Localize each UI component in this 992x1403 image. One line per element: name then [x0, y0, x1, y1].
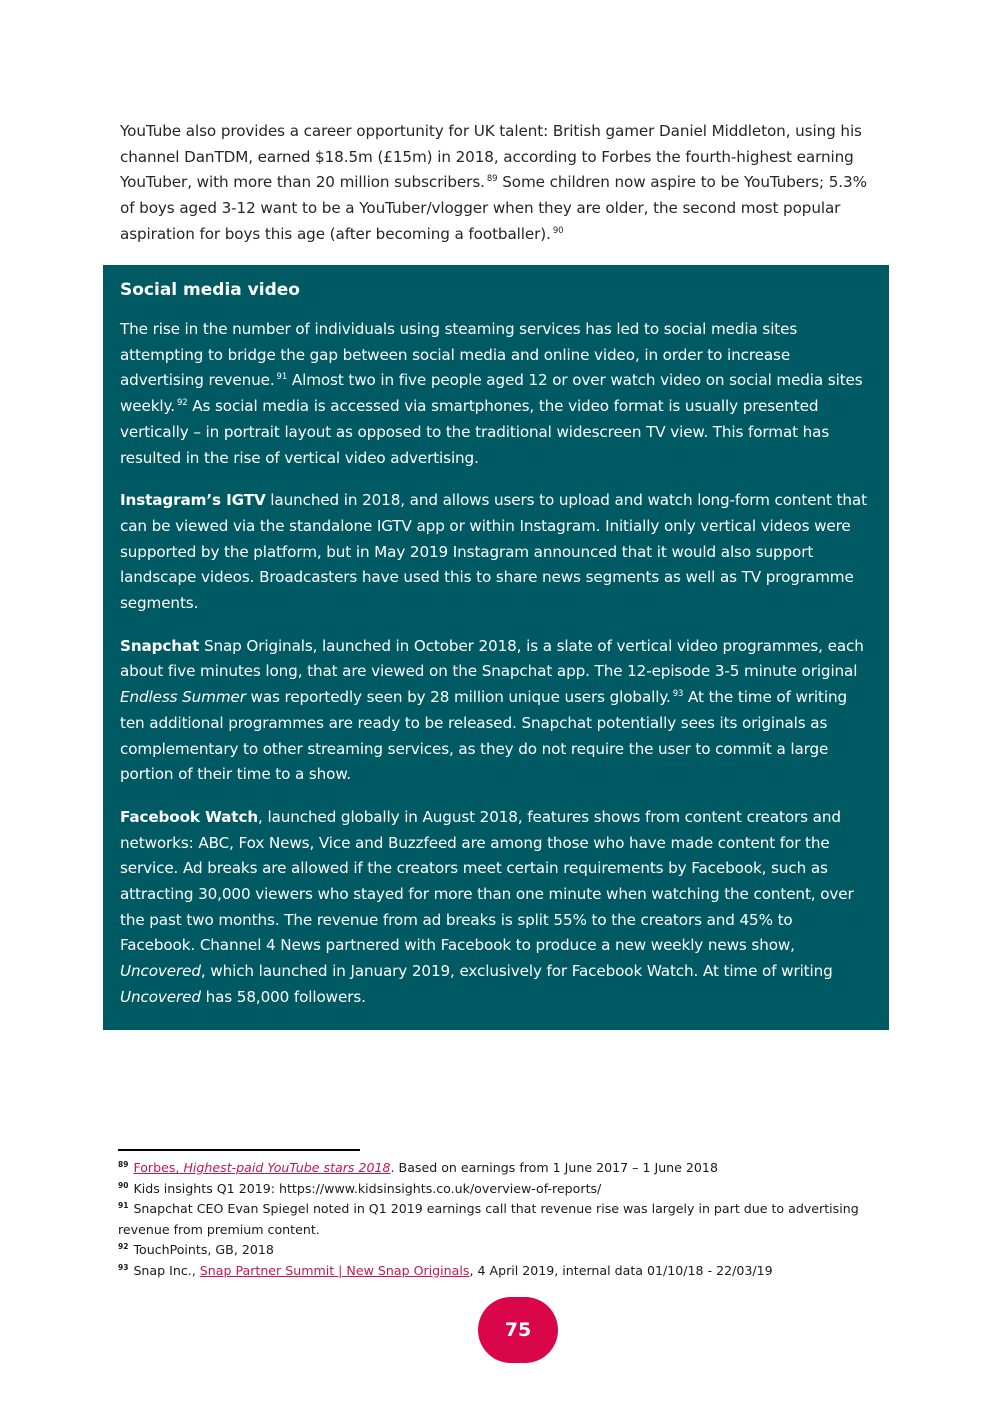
- box-title: Social media video: [120, 280, 300, 300]
- footnotes: [118, 1158, 878, 1281]
- footnote-item: $^{90}$ Kids insights Q1 2019: https://www.kidsinsights.co.uk/overview-of-reports/: [118, 1180, 602, 1196]
- footnote-link[interactable]: Snap Partner Summit | New Snap Originals: [199, 1262, 470, 1278]
- footnote-ref[interactable]: 89: [486, 174, 498, 185]
- footnote-item: $^{93}$ Snap Inc., Snap Partner Summit | New Snap Originals, 4 April 2019, internal data 01/10/18 - 22/03/19: [118, 1262, 773, 1278]
- box-paragraph-facebook: Facebook Watch, launched globally in August 2018, features shows from content creators and networks: ABC, Fox News, Vice and Buzzfeed are among those who have made content for the service. Ad breaks are allowed if the creators meet certain requirements by Facebook, such as attracting 30,000 viewers who stayed for more than one minute when watching the content, over the past two months. The revenue from ad breaks is split 55% to the creators and 45% to Facebook. Channel 4 News partnered with Facebook to produce a new weekly news show, Uncovered, which launched in January 2019, exclusively for Facebook Watch. At time of writing Uncovered has 58,000 followers.: [120, 807, 854, 1006]
- footnote-ref[interactable]: 90: [552, 225, 564, 236]
- social-media-video-box: [103, 265, 889, 1030]
- footnote-ref[interactable]: 91: [276, 372, 288, 383]
- footnote-item: $^{91}$ Snapchat CEO Evan Spiegel noted in Q1 2019 earnings call that revenue rise was largely in part due to advertising revenue from premium content.: [118, 1201, 859, 1237]
- box-paragraph-igtv: Instagram’s IGTV launched in 2018, and allows users to upload and watch long-form content that can be viewed via the standalone IGTV app or within Instagram. Initially only vertical videos were supported by the platform, but in May 2019 Instagram announced that it would also support landscape videos. Broadcasters have used this to share news segments as well as TV programme segments.: [120, 491, 867, 613]
- footnote-ref[interactable]: 93: [672, 689, 684, 700]
- footnote-item: $^{89}$ Forbes, Highest-paid YouTube stars 2018. Based on earnings from 1 June 2017 – 1 June 2018: [118, 1160, 718, 1175]
- footnote-divider: [118, 1149, 360, 1151]
- box-paragraph-intro: The rise in the number of individuals using steaming services has led to social media sites attempting to bridge the gap between social media and online video, in order to increase advertising revenue. $^{91}$ Almost two in five people aged 12 or over watch video on social media sites weekly. $^{92}$ As social media is accessed via smartphones, the video format is usually presented vertically – in portrait layout as opposed to the traditional widescreen TV view. This format has resulted in the rise of vertical video advertising.: [120, 320, 863, 467]
- footnote-item: $^{92}$ TouchPoints, GB, 2018: [118, 1242, 274, 1257]
- footnote-link[interactable]: Forbes, Highest-paid YouTube stars 2018: [133, 1160, 391, 1175]
- box-paragraph-snapchat: Snapchat Snap Originals, launched in October 2018, is a slate of vertical video programmes, each about five minutes long, that are viewed on the Snapchat app. The 12-episode 3-5 minute original Endless Summer was reportedly seen by 28 million unique users globally. $^{93}$ At the time of writing ten additional programmes are ready to be released. Snapchat potentially sees its originals as complementary to other streaming services, as they do not require the user to commit a large portion of their time to a show.: [120, 636, 864, 784]
- footnote-ref[interactable]: 92: [176, 398, 188, 409]
- intro-paragraph: YouTube also provides a career opportunity for UK talent: British gamer Daniel Middleton, using his channel DanTDM, earned $18.5m (£15m) in 2018, according to Forbes the fourth-highest earning YouTuber, with more than 20 million subscribers. $^{89}$ Some children now aspire to be YouTubers; 5.3% of boys aged 3-12 want to be a YouTuber/vlogger when they are older, the second most popular aspiration for boys this age (after becoming a footballer). $^{90}$: [120, 122, 867, 243]
- page-number-badge: 75: [478, 1297, 558, 1363]
